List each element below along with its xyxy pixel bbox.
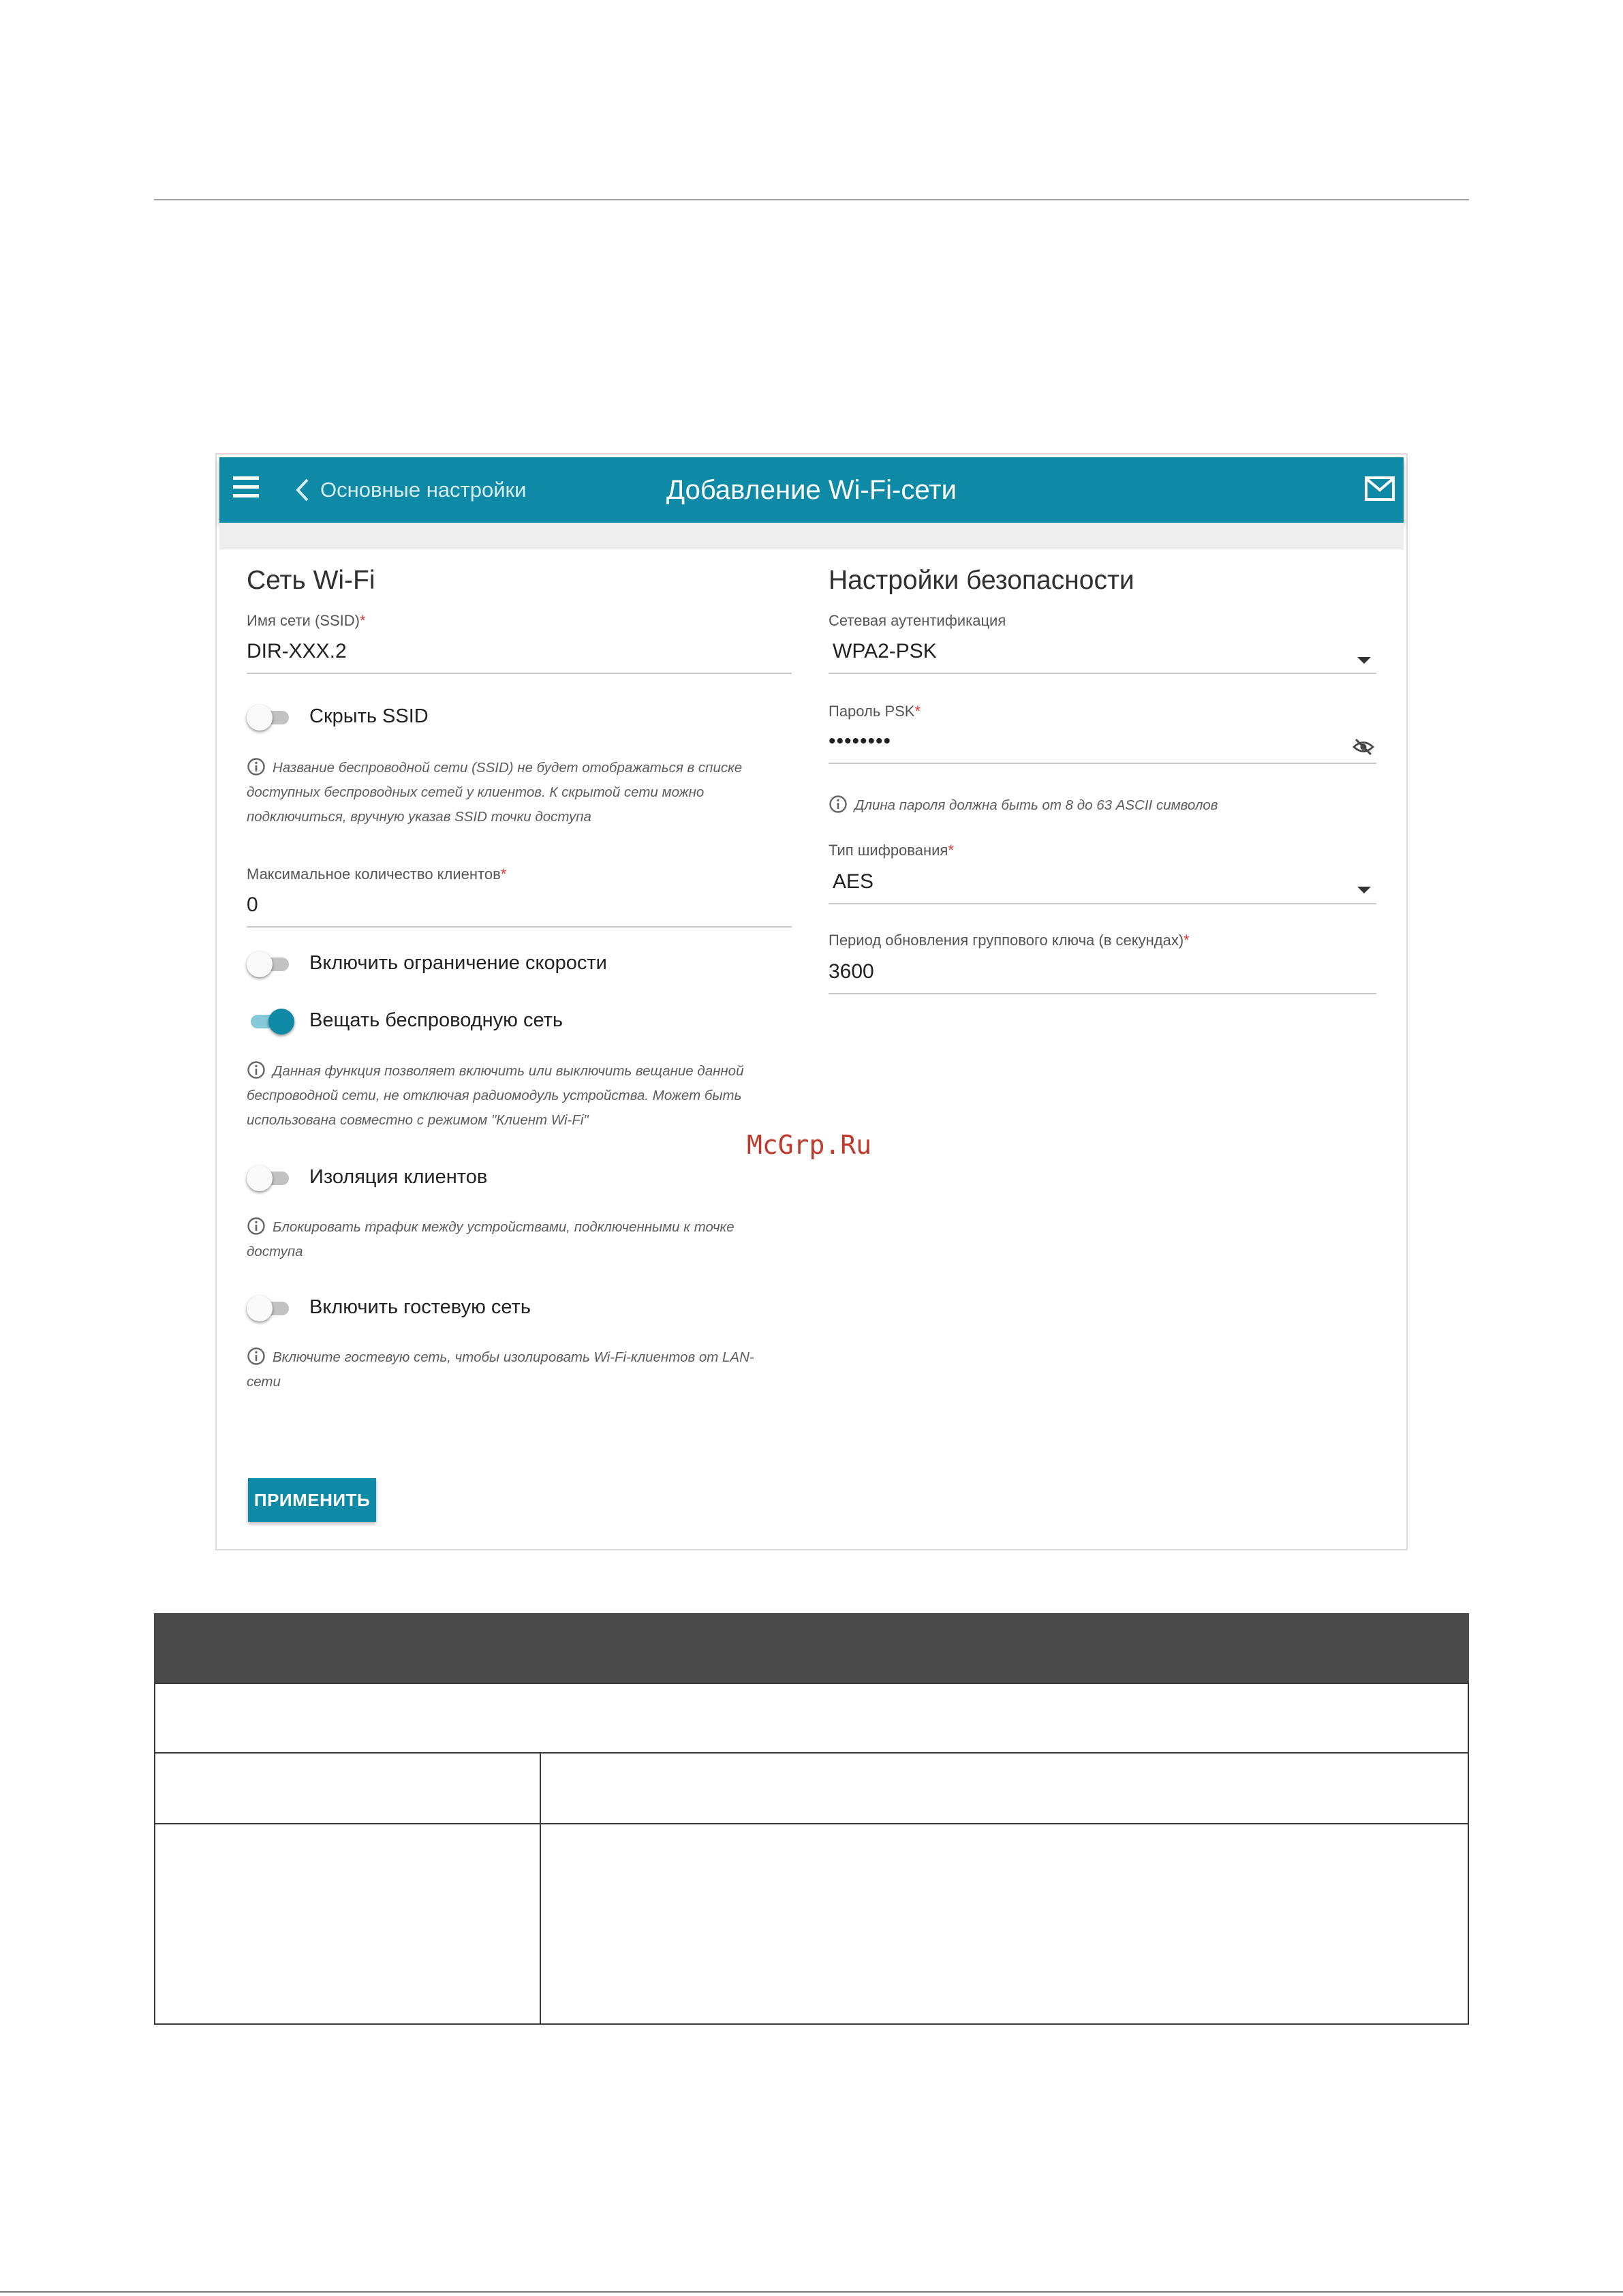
guest-network-hint: Включите гостевую сеть, чтобы изолировать Wi-Fi-клиентов от LAN- сети	[247, 1345, 754, 1394]
psk-label: Пароль PSK*	[829, 703, 921, 720]
psk-input[interactable]: ••••••••	[829, 730, 892, 752]
isolation-toggle[interactable]	[247, 1165, 294, 1192]
auth-label: Сетевая аутентификация	[829, 612, 1006, 629]
caret-down-icon[interactable]	[1357, 657, 1371, 664]
ssid-input[interactable]: DIR-XXX.2	[247, 640, 347, 662]
router-ui-screenshot	[215, 453, 1408, 1550]
guest-network-toggle[interactable]	[247, 1295, 294, 1322]
wifi-section-title: Сеть Wi-Fi	[247, 566, 375, 595]
psk-input-underline	[829, 763, 1376, 764]
cipher-label: Тип шифрования*	[829, 842, 954, 859]
max-clients-input[interactable]: 0	[247, 893, 258, 916]
envelope-icon[interactable]	[1364, 475, 1395, 502]
security-section-title: Настройки безопасности	[829, 566, 1134, 595]
hide-ssid-toggle[interactable]	[247, 704, 294, 731]
table-row	[154, 1683, 1469, 1754]
broadcast-hint: Данная функция позволяет включить или выключить вещание данной беспроводной сети, не отключая радиомодуль устройства. Может быть использована совместно с режимом "Клиент Wi-Fi"	[247, 1059, 744, 1133]
page-bottom-rule	[0, 2291, 1623, 2293]
cipher-select-underline	[829, 903, 1376, 904]
watermark: McGrp.Ru	[747, 1130, 872, 1160]
table-cell	[540, 1752, 1469, 1824]
broadcast-label: Вещать беспроводную сеть	[309, 1009, 563, 1031]
table-cell	[154, 1752, 541, 1824]
max-clients-underline	[247, 926, 792, 928]
ssid-label: Имя сети (SSID)*	[247, 612, 366, 629]
rekey-input[interactable]: 3600	[829, 960, 874, 983]
info-circle-icon	[247, 1216, 266, 1236]
speed-limit-toggle[interactable]	[247, 951, 294, 978]
cipher-select[interactable]: AES	[833, 870, 874, 893]
rekey-label: Период обновления группового ключа (в секундах)*	[829, 932, 1190, 949]
table-cell	[540, 1823, 1469, 2025]
table-header	[154, 1613, 1469, 1684]
broadcast-toggle[interactable]	[247, 1008, 294, 1035]
info-circle-icon	[829, 795, 848, 814]
isolation-hint: Блокировать трафик между устройствами, подключенными к точке доступа	[247, 1215, 735, 1264]
eye-off-icon[interactable]	[1352, 737, 1375, 757]
toolbar-shadow-strip	[219, 523, 1404, 549]
info-circle-icon	[247, 1347, 266, 1366]
info-circle-icon	[247, 757, 266, 776]
back-link-label: Основные настройки	[320, 478, 527, 502]
info-circle-icon	[247, 1060, 266, 1080]
caret-down-icon[interactable]	[1357, 887, 1371, 893]
table-cell	[154, 1823, 541, 2025]
app-bar	[219, 457, 1404, 523]
page-title: Добавление Wi-Fi-сети	[666, 475, 957, 505]
hide-ssid-hint: Название беспроводной сети (SSID) не будет отображаться в списке доступных беспроводных сетей у клиентов. К скрытой сети можно подключиться, вручную указав SSID точки доступа	[247, 756, 742, 829]
isolation-label: Изоляция клиентов	[309, 1166, 488, 1188]
guest-network-label: Включить гостевую сеть	[309, 1296, 531, 1318]
auth-select[interactable]: WPA2-PSK	[833, 640, 937, 662]
psk-hint: Длина пароля должна быть от 8 до 63 ASCII символов	[829, 793, 1218, 818]
rekey-input-underline	[829, 993, 1376, 994]
page-top-rule	[154, 199, 1469, 200]
max-clients-label: Максимальное количество клиентов*	[247, 866, 507, 883]
ssid-input-underline	[247, 673, 792, 674]
speed-limit-label: Включить ограничение скорости	[309, 952, 607, 974]
hide-ssid-label: Скрыть SSID	[309, 705, 429, 727]
apply-button[interactable]: ПРИМЕНИТЬ	[248, 1478, 376, 1522]
parameters-table	[154, 1613, 1469, 2025]
auth-select-underline	[829, 673, 1376, 674]
